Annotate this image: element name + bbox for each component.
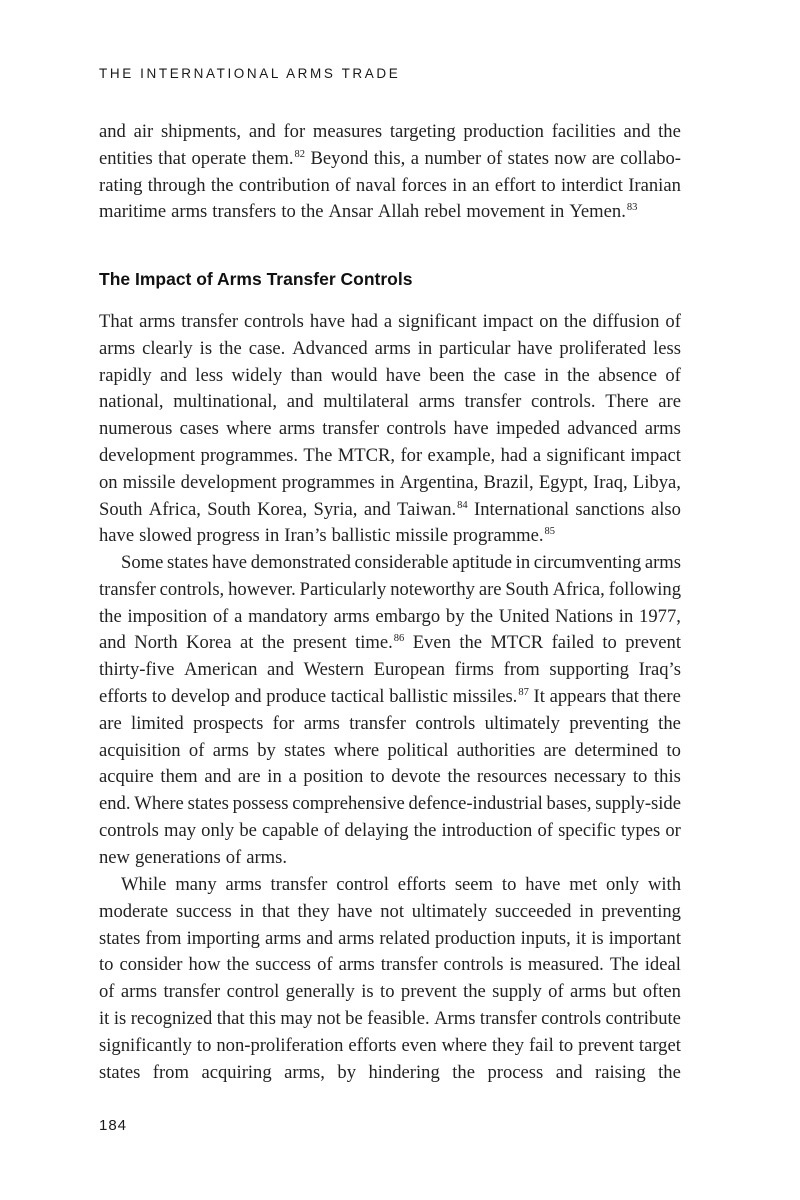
footnote-ref[interactable]: 85 [544, 526, 556, 538]
text-line: are limited prospects for arms transfer controls ultimately preventing the [99, 712, 681, 734]
paragraph-continuation [99, 119, 681, 226]
paragraph-body [99, 309, 681, 550]
text-line: entities that operate them.$^{82}$ Beyond this, a number of states now are collabo- [99, 147, 681, 169]
footnote-ref[interactable]: 82 [294, 148, 305, 160]
text-line: rating through the contribution of naval forces in an effort to interdict Iranian [99, 174, 681, 196]
text-line: That arms transfer controls have had a significant impact on the diffusion of [99, 311, 681, 332]
text-line: thirty-five American and Western European firms from supporting Iraq’s [99, 659, 681, 681]
text-line: states from acquiring arms, by hindering the process and raising the [99, 1061, 681, 1083]
text-line: of arms transfer control generally is to prevent the supply of arms but often [99, 981, 681, 1003]
text-line: Some states have demonstrated considerable aptitude in circumventing arms [121, 552, 681, 573]
text-line: significantly to non-proliferation efforts even where they fail to prevent target [99, 1034, 681, 1056]
running-head: THE INTERNATIONAL ARMS TRADE [99, 66, 401, 81]
text-line: and air shipments, and for measures targeting production facilities and the [99, 121, 681, 142]
text-line: it is recognized that this may not be feasible. Arms transfer controls contribute [99, 1007, 681, 1029]
text-line: new generations of arms. [99, 846, 287, 868]
text-line: and North Korea at the present time.$^{86}$ Even the MTCR failed to prevent [99, 632, 681, 654]
text-line: moderate success in that they have not ultimately succeeded in preventing [99, 900, 681, 922]
text-line: development programmes. The MTCR, for example, had a significant impact [99, 444, 681, 466]
footnote-ref[interactable]: 87 [518, 686, 529, 698]
page-number: 184 [99, 1117, 128, 1134]
text-line: states from importing arms and arms related production inputs, it is important [99, 927, 681, 949]
text-line: acquire them and are in a position to devote the resources necessary to this [99, 766, 681, 788]
paragraph-body [99, 872, 681, 1086]
text-line: have slowed progress in Iran’s ballistic missile programme.$^{85}$ [99, 525, 556, 547]
text-line: controls may only be capable of delaying the introduction of specific types or [99, 819, 681, 841]
text-line: end. Where states possess comprehensive defence-industrial bases, supply-side [99, 793, 681, 815]
text-line: rapidly and less widely than would have been the case in the absence of [99, 364, 681, 386]
text-line: numerous cases where arms transfer controls have impeded advanced arms [99, 418, 681, 440]
text-line: to consider how the success of arms transfer controls is measured. The ideal [99, 954, 681, 976]
footnote-ref[interactable]: 86 [393, 633, 405, 645]
text-line: efforts to develop and produce tactical ballistic missiles.$^{87}$ It appears that there [99, 685, 681, 707]
text-line: national, multinational, and multilateral arms transfer controls. There are [99, 391, 681, 413]
section-heading: The Impact of Arms Transfer Controls [99, 269, 413, 289]
text-line: While many arms transfer control efforts seem to have met only with [121, 874, 681, 895]
footnote-ref[interactable]: 83 [626, 202, 638, 214]
text-line: transfer controls, however. Particularly noteworthy are South Africa, following [99, 578, 681, 600]
text-line: acquisition of arms by states where political authorities are determined to [99, 739, 681, 761]
text-line: on missile development programmes in Argentina, Brazil, Egypt, Iraq, Libya, [99, 471, 681, 493]
text-line: arms clearly is the case. Advanced arms in particular have proliferated less [99, 337, 681, 359]
text-line: maritime arms transfers to the Ansar Allah rebel movement in Yemen.$^{83}$ [99, 201, 638, 223]
paragraph-body [99, 550, 681, 872]
text-line: the imposition of a mandatory arms embargo by the United Nations in 1977, [99, 605, 681, 627]
text-line: South Africa, South Korea, Syria, and Taiwan.$^{84}$ International sanctions also [99, 498, 681, 520]
footnote-ref[interactable]: 84 [457, 499, 468, 511]
